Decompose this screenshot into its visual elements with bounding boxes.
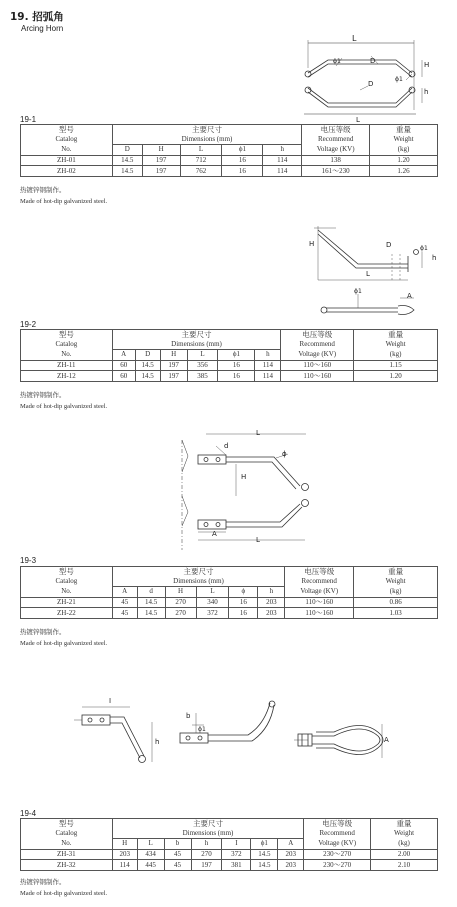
row-dim: 14.5 [137, 608, 165, 619]
label-19-1-H: H [424, 61, 430, 69]
label-19-2-h: h [432, 254, 437, 262]
label-19-1-D-lower: D [368, 80, 374, 88]
row-voltage: 138 [302, 155, 370, 166]
col-voltage-cn: 电压等级 [285, 567, 354, 577]
col-voltage-unit: Voltage (KV) [302, 145, 370, 156]
row-dim: 114 [255, 371, 281, 382]
row-weight: 1.20 [370, 155, 438, 166]
label-19-2-D: D [386, 241, 392, 249]
row-dim: 197 [191, 860, 222, 871]
table-row [21, 860, 438, 871]
row-dim: 203 [278, 849, 304, 860]
col-dims-cn: 主要尺寸 [112, 567, 285, 577]
col-dims-cn: 主要尺寸 [112, 819, 304, 829]
col-voltage-en: Recommend [304, 829, 371, 839]
row-no: ZH-01 [21, 155, 113, 166]
col-weight-en: Weight [354, 577, 438, 587]
row-dim: 381 [222, 860, 251, 871]
col-dims-en: Dimensions (mm) [112, 340, 281, 350]
col-voltage-cn: 电压等级 [281, 330, 354, 340]
spec-table-19-4 [20, 818, 438, 871]
row-dim: 445 [137, 860, 164, 871]
note-cn: 热镀锌钢制作。 [20, 878, 66, 886]
row-voltage: 161～230 [302, 166, 370, 177]
row-dim: 434 [137, 849, 164, 860]
note-en: Made of hot-dip galvanized steel. [20, 403, 108, 410]
row-dim: 762 [180, 166, 222, 177]
row-dim: 45 [112, 608, 137, 619]
col-voltage-en: Recommend [302, 135, 370, 145]
col-voltage-unit: Voltage (KV) [304, 839, 371, 850]
label-19-1-phi1-left: ϕ1 [333, 58, 341, 65]
row-voltage: 230～270 [304, 849, 371, 860]
row-dim: 60 [112, 371, 135, 382]
row-dim: 197 [142, 155, 180, 166]
col-model-en: Catalog [21, 135, 113, 145]
col-voltage-en: Recommend [285, 577, 354, 587]
row-no: ZH-21 [21, 597, 113, 608]
spec-table-19-3 [20, 566, 438, 619]
page-title: 19. 招弧角 [10, 11, 64, 23]
dim-header: H [112, 839, 137, 850]
dim-header: A [112, 587, 137, 598]
col-model-no: No. [21, 145, 113, 156]
row-dim: 203 [112, 849, 137, 860]
row-dim: 14.5 [135, 371, 160, 382]
row-no: ZH-31 [21, 849, 113, 860]
col-weight-cn: 重量 [371, 819, 438, 829]
dim-header: ϕ1 [251, 839, 278, 850]
label-19-4-A: A [384, 736, 389, 744]
row-dim: 45 [164, 860, 191, 871]
row-voltage: 110～160 [281, 360, 354, 371]
col-weight-unit: (kg) [354, 350, 438, 361]
row-weight: 2.00 [371, 849, 438, 860]
row-dim: 14.5 [251, 849, 278, 860]
page-subtitle: Arcing Horn [21, 24, 64, 33]
label-19-4-I: I [109, 697, 112, 705]
dim-header: h [191, 839, 222, 850]
row-dim: 197 [142, 166, 180, 177]
table-row [21, 608, 438, 619]
col-model-en: Catalog [21, 340, 113, 350]
col-dims-en: Dimensions (mm) [112, 577, 285, 587]
col-model-en: Catalog [21, 829, 113, 839]
row-voltage: 110～160 [285, 608, 354, 619]
row-dim: 16 [222, 166, 263, 177]
row-dim: 60 [112, 360, 135, 371]
dim-header: H [165, 587, 196, 598]
note-cn: 热镀锌钢制作。 [20, 186, 66, 194]
dim-header: A [112, 350, 135, 361]
dim-header: h [258, 587, 285, 598]
dim-header: L [187, 350, 218, 361]
label-19-1-L-top: L [352, 34, 357, 43]
row-dim: 356 [187, 360, 218, 371]
dim-header: ϕ1 [218, 350, 255, 361]
row-dim: 114 [112, 860, 137, 871]
table-row [21, 166, 438, 177]
dim-header: H [142, 145, 180, 156]
col-voltage-en: Recommend [281, 340, 354, 350]
row-dim: 270 [191, 849, 222, 860]
col-weight-cn: 重量 [354, 567, 438, 577]
col-weight-unit: (kg) [371, 839, 438, 850]
row-dim: 270 [165, 597, 196, 608]
section-code-19-1: 19-1 [20, 115, 37, 124]
section-code-19-2: 19-2 [20, 320, 37, 329]
section-code-19-4: 19-4 [20, 809, 37, 818]
dim-header: L [196, 587, 229, 598]
col-model-no: No. [21, 587, 113, 598]
spec-table-19-2 [20, 329, 438, 382]
row-dim: 197 [160, 360, 187, 371]
label-19-1-phi1-right: ϕ1 [395, 76, 403, 83]
row-dim: 16 [218, 371, 255, 382]
drawing-19-4-front [290, 718, 390, 768]
note-cn: 热镀锌钢制作。 [20, 628, 66, 636]
row-weight: 1.15 [354, 360, 438, 371]
label-19-4-phi1: ϕ1 [198, 726, 206, 733]
col-voltage-cn: 电压等级 [302, 125, 370, 135]
row-dim: 16 [218, 360, 255, 371]
row-dim: 14.5 [135, 360, 160, 371]
drawing-19-4-side [70, 700, 170, 770]
table-row [21, 849, 438, 860]
row-weight: 2.10 [371, 860, 438, 871]
row-dim: 385 [187, 371, 218, 382]
label-19-3-A: A [212, 530, 217, 538]
row-dim: 197 [160, 371, 187, 382]
dim-header: h [263, 145, 302, 156]
dim-header: D [112, 145, 142, 156]
col-model-cn: 型号 [21, 819, 113, 829]
row-no: ZH-32 [21, 860, 113, 871]
label-19-3-L-bottom: L [256, 536, 260, 544]
dim-header: A [278, 839, 304, 850]
row-weight: 1.03 [354, 608, 438, 619]
dim-header: L [180, 145, 222, 156]
drawing-19-3 [176, 426, 326, 556]
row-no: ZH-02 [21, 166, 113, 177]
table-row [21, 597, 438, 608]
note-cn: 热镀锌钢制作。 [20, 391, 66, 399]
row-dim: 203 [278, 860, 304, 871]
row-voltage: 230～270 [304, 860, 371, 871]
row-dim: 114 [255, 360, 281, 371]
col-weight-unit: (kg) [370, 145, 438, 156]
row-dim: 45 [112, 597, 137, 608]
col-model-cn: 型号 [21, 125, 113, 135]
col-voltage-unit: Voltage (KV) [281, 350, 354, 361]
label-19-1-D-upper: D [370, 57, 376, 65]
row-dim: 14.5 [137, 597, 165, 608]
col-weight-en: Weight [354, 340, 438, 350]
dim-header: b [164, 839, 191, 850]
col-weight-en: Weight [370, 135, 438, 145]
col-weight-cn: 重量 [354, 330, 438, 340]
col-voltage-cn: 电压等级 [304, 819, 371, 829]
row-dim: 372 [196, 608, 229, 619]
row-weight: 1.20 [354, 371, 438, 382]
row-dim: 14.5 [112, 155, 142, 166]
note-en: Made of hot-dip galvanized steel. [20, 640, 108, 647]
dim-header: ϕ1 [222, 145, 263, 156]
label-19-2-A: A [407, 292, 412, 300]
row-dim: 340 [196, 597, 229, 608]
label-19-1-h: h [424, 88, 429, 96]
note-19-4 [20, 876, 107, 900]
row-no: ZH-22 [21, 608, 113, 619]
col-model-no: No. [21, 350, 113, 361]
row-dim: 16 [222, 155, 263, 166]
spec-table-19-1 [20, 124, 438, 177]
row-no: ZH-11 [21, 360, 113, 371]
col-weight-unit: (kg) [354, 587, 438, 598]
section-code-19-3: 19-3 [20, 556, 37, 565]
table-row [21, 360, 438, 371]
drawing-19-2 [296, 222, 451, 322]
note-19-1 [20, 184, 107, 208]
dim-header: H [160, 350, 187, 361]
dim-header: h [255, 350, 281, 361]
row-weight: 1.26 [370, 166, 438, 177]
col-weight-en: Weight [371, 829, 438, 839]
table-row [21, 155, 438, 166]
row-dim: 270 [165, 608, 196, 619]
label-19-2-L: L [366, 270, 370, 278]
label-19-4-h: h [155, 738, 160, 746]
col-model-cn: 型号 [21, 567, 113, 577]
dim-header: L [137, 839, 164, 850]
note-19-3 [20, 626, 107, 650]
drawing-19-4-top [174, 695, 284, 760]
dim-header: I [222, 839, 251, 850]
col-voltage-unit: Voltage (KV) [285, 587, 354, 598]
dim-header: d [137, 587, 165, 598]
col-dims-en: Dimensions (mm) [112, 829, 304, 839]
row-dim: 203 [258, 608, 285, 619]
row-dim: 114 [263, 166, 302, 177]
label-19-2-phi1-lower: ϕ1 [354, 288, 362, 295]
row-voltage: 110～160 [281, 371, 354, 382]
label-19-3-d: d [224, 442, 229, 450]
row-dim: 372 [222, 849, 251, 860]
col-weight-cn: 重量 [370, 125, 438, 135]
row-no: ZH-12 [21, 371, 113, 382]
label-19-2-H: H [309, 240, 315, 248]
row-dim: 14.5 [112, 166, 142, 177]
label-19-4-b: b [186, 712, 191, 720]
col-model-cn: 型号 [21, 330, 113, 340]
col-model-en: Catalog [21, 577, 113, 587]
label-19-1-L-bottom: L [356, 116, 360, 124]
row-dim: 712 [180, 155, 222, 166]
col-dims-cn: 主要尺寸 [112, 330, 281, 340]
row-dim: 16 [229, 608, 258, 619]
col-model-no: No. [21, 839, 113, 850]
note-19-2 [20, 389, 107, 413]
row-dim: 45 [164, 849, 191, 860]
note-en: Made of hot-dip galvanized steel. [20, 198, 108, 205]
row-voltage: 110～160 [285, 597, 354, 608]
col-dims-cn: 主要尺寸 [112, 125, 301, 135]
dim-header: ϕ [229, 587, 258, 598]
table-row [21, 371, 438, 382]
dim-header: D [135, 350, 160, 361]
label-19-3-H: H [241, 473, 247, 481]
drawing-19-1 [296, 30, 446, 120]
row-dim: 114 [263, 155, 302, 166]
row-dim: 16 [229, 597, 258, 608]
label-19-3-L-top: L [256, 429, 260, 437]
label-19-2-phi1: ϕ1 [420, 245, 428, 252]
col-dims-en: Dimensions (mm) [112, 135, 301, 145]
row-weight: 0.86 [354, 597, 438, 608]
note-en: Made of hot-dip galvanized steel. [20, 890, 108, 897]
row-dim: 203 [258, 597, 285, 608]
row-dim: 14.5 [251, 860, 278, 871]
label-19-3-phi: ϕ [282, 450, 287, 458]
